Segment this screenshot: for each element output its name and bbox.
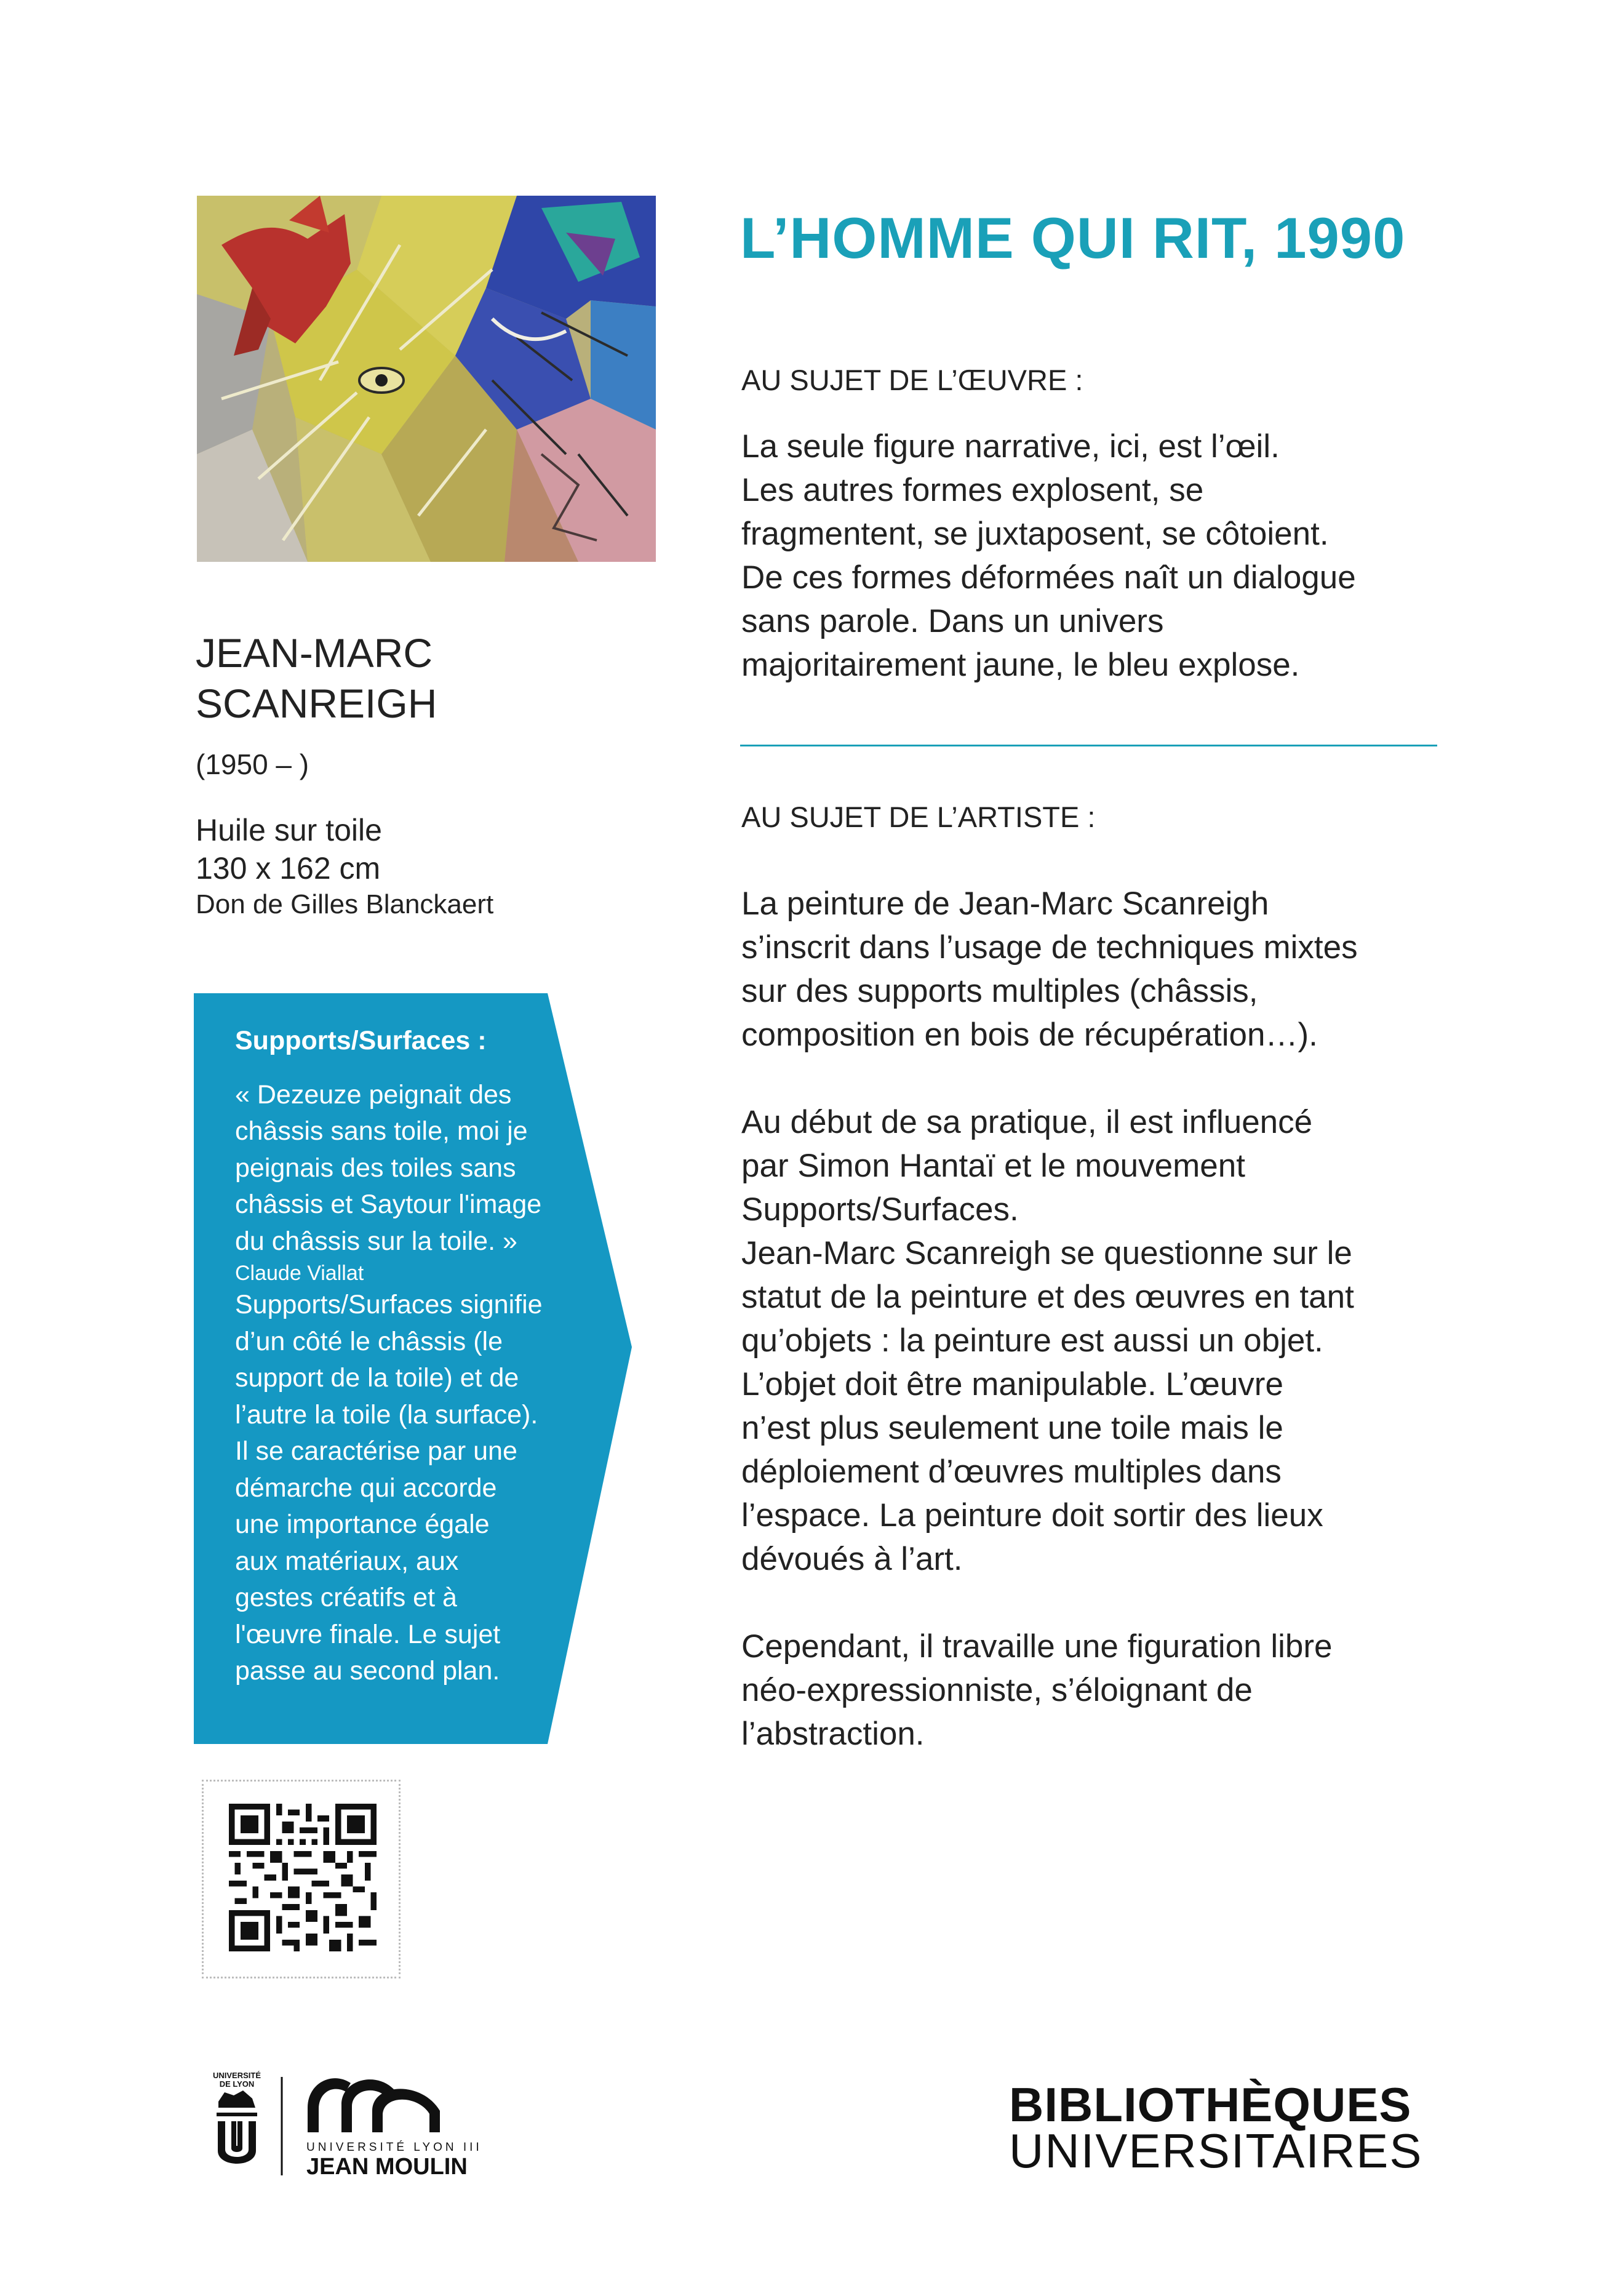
panel-quote-line: peignais des toiles sans	[235, 1153, 516, 1183]
oeuvre-description	[741, 425, 1467, 687]
artiste-line: par Simon Hantaï et le mouvement	[741, 1148, 1245, 1184]
lyon3-subtitle: UNIVERSITÉ LYON III	[306, 2141, 482, 2154]
artist-name-line1: JEAN-MARC	[196, 630, 433, 676]
panel-quote-line: « Dezeuze peignait des	[235, 1079, 512, 1110]
section-heading-artiste: AU SUJET DE L’ARTISTE :	[741, 801, 1096, 833]
artiste-line: s’inscrit dans l’usage de techniques mixtes	[741, 929, 1358, 966]
univ-lyon-text-1: UNIVERSITÉ	[212, 2071, 261, 2080]
lion-icon	[218, 2090, 255, 2108]
artiste-line: l’espace. La peinture doit sortir des lieux	[741, 1497, 1323, 1534]
artiste-line: Supports/Surfaces.	[741, 1191, 1019, 1228]
panel-body-line: support de la toile) et de	[235, 1363, 519, 1393]
artiste-line: Cependant, il travaille une figuration libre	[741, 1628, 1333, 1665]
qr-code-frame	[202, 1780, 401, 1978]
artiste-line: La peinture de Jean-Marc Scanreigh	[741, 886, 1269, 922]
artiste-line: composition en bois de récupération…).	[741, 1017, 1318, 1053]
oeuvre-line: La seule figure narrative, ici, est l’œil.	[741, 428, 1280, 465]
panel-body-line: passe au second plan.	[235, 1656, 500, 1686]
oeuvre-line: sans parole. Dans un univers	[741, 603, 1164, 639]
lyon3-jean-moulin-logo	[306, 2078, 482, 2180]
artiste-line: déploiement d’œuvres multiples dans	[741, 1454, 1282, 1490]
artiste-line: n’est plus seulement une toile mais le	[741, 1410, 1283, 1446]
panel-body-line: l'œuvre finale. Le sujet	[235, 1619, 501, 1649]
artiste-paragraph-1	[741, 882, 1467, 1057]
artist-dates: (1950 – )	[196, 748, 309, 780]
oeuvre-line: Les autres formes explosent, se	[741, 472, 1204, 508]
artiste-line: qu’objets : la peinture est aussi un objet.	[741, 1322, 1323, 1359]
artwork-title: L’HOMME QUI RIT, 1990	[740, 206, 1406, 270]
artiste-line: Jean-Marc Scanreigh se questionne sur le	[741, 1235, 1352, 1271]
panel-body-line: aux matériaux, aux	[235, 1546, 459, 1576]
panel-body-line: Il se caractérise par une	[235, 1436, 517, 1466]
artiste-line: Au début de sa pratique, il est influencé	[741, 1104, 1313, 1140]
supports-surfaces-panel	[235, 1023, 580, 1690]
artwork-provenance: Don de Gilles Blanckaert	[196, 889, 494, 919]
section-divider	[740, 745, 1437, 746]
panel-title: Supports/Surfaces :	[235, 1026, 487, 1055]
panel-body-line: gestes créatifs et à	[235, 1583, 457, 1612]
panel-quote-line: châssis sans toile, moi je	[235, 1116, 528, 1146]
artiste-line: dévoués à l’art.	[741, 1541, 963, 1577]
bu-logo-line2: UNIVERSITAIRES	[1009, 2124, 1423, 2178]
artiste-line: statut de la peinture et des œuvres en tant	[741, 1279, 1354, 1315]
artwork-painting	[197, 196, 656, 562]
qr-code-icon[interactable]	[229, 1804, 377, 1951]
artiste-description	[741, 882, 1467, 1799]
univ-lyon-text-2: DE LYON	[219, 2079, 255, 2089]
oeuvre-line: De ces formes déformées naît un dialogue	[741, 559, 1356, 596]
bibliotheques-universitaires-logo	[1009, 2078, 1423, 2178]
university-logos	[209, 2065, 517, 2188]
panel-body-line: démarche qui accorde	[235, 1473, 497, 1503]
artiste-line: l’abstraction.	[741, 1716, 925, 1752]
bu-logo-line1: BIBLIOTHÈQUES	[1009, 2078, 1412, 2132]
u-shield-icon	[218, 2121, 256, 2164]
panel-body-line: Supports/Surfaces signifie	[235, 1290, 543, 1319]
panel-body-line: d’un côté le châssis (le	[235, 1326, 503, 1356]
oeuvre-line: fragmentent, se juxtaposent, se côtoient.	[741, 516, 1329, 552]
artiste-paragraph-3	[741, 1625, 1467, 1756]
section-heading-oeuvre: AU SUJET DE L’ŒUVRE :	[741, 364, 1083, 396]
artiste-line: sur des supports multiples (châssis,	[741, 973, 1258, 1009]
artist-name	[196, 628, 663, 729]
panel-body-line: une importance égale	[235, 1510, 490, 1539]
artiste-line: L’objet doit être manipulable. L’œuvre	[741, 1366, 1283, 1402]
panel-quote-author: Claude Viallat	[235, 1262, 364, 1285]
artist-name-line2: SCANREIGH	[196, 681, 437, 726]
artwork-dimensions: 130 x 162 cm	[196, 851, 381, 886]
artiste-line: néo-expressionniste, s’éloignant de	[741, 1672, 1253, 1708]
oeuvre-line: majoritairement jaune, le bleu explose.	[741, 647, 1300, 683]
panel-body-line: l’autre la toile (la surface).	[235, 1399, 538, 1430]
universite-de-lyon-logo	[213, 2071, 261, 2164]
panel-quote-line: du châssis sur la toile. »	[235, 1226, 517, 1256]
lyon3-name: JEAN MOULIN	[306, 2154, 468, 2180]
panel-quote-line: châssis et Saytour l'image	[235, 1190, 542, 1219]
artwork-details	[196, 811, 493, 922]
artwork-medium: Huile sur toile	[196, 813, 382, 847]
artiste-paragraph-2	[741, 1100, 1467, 1581]
